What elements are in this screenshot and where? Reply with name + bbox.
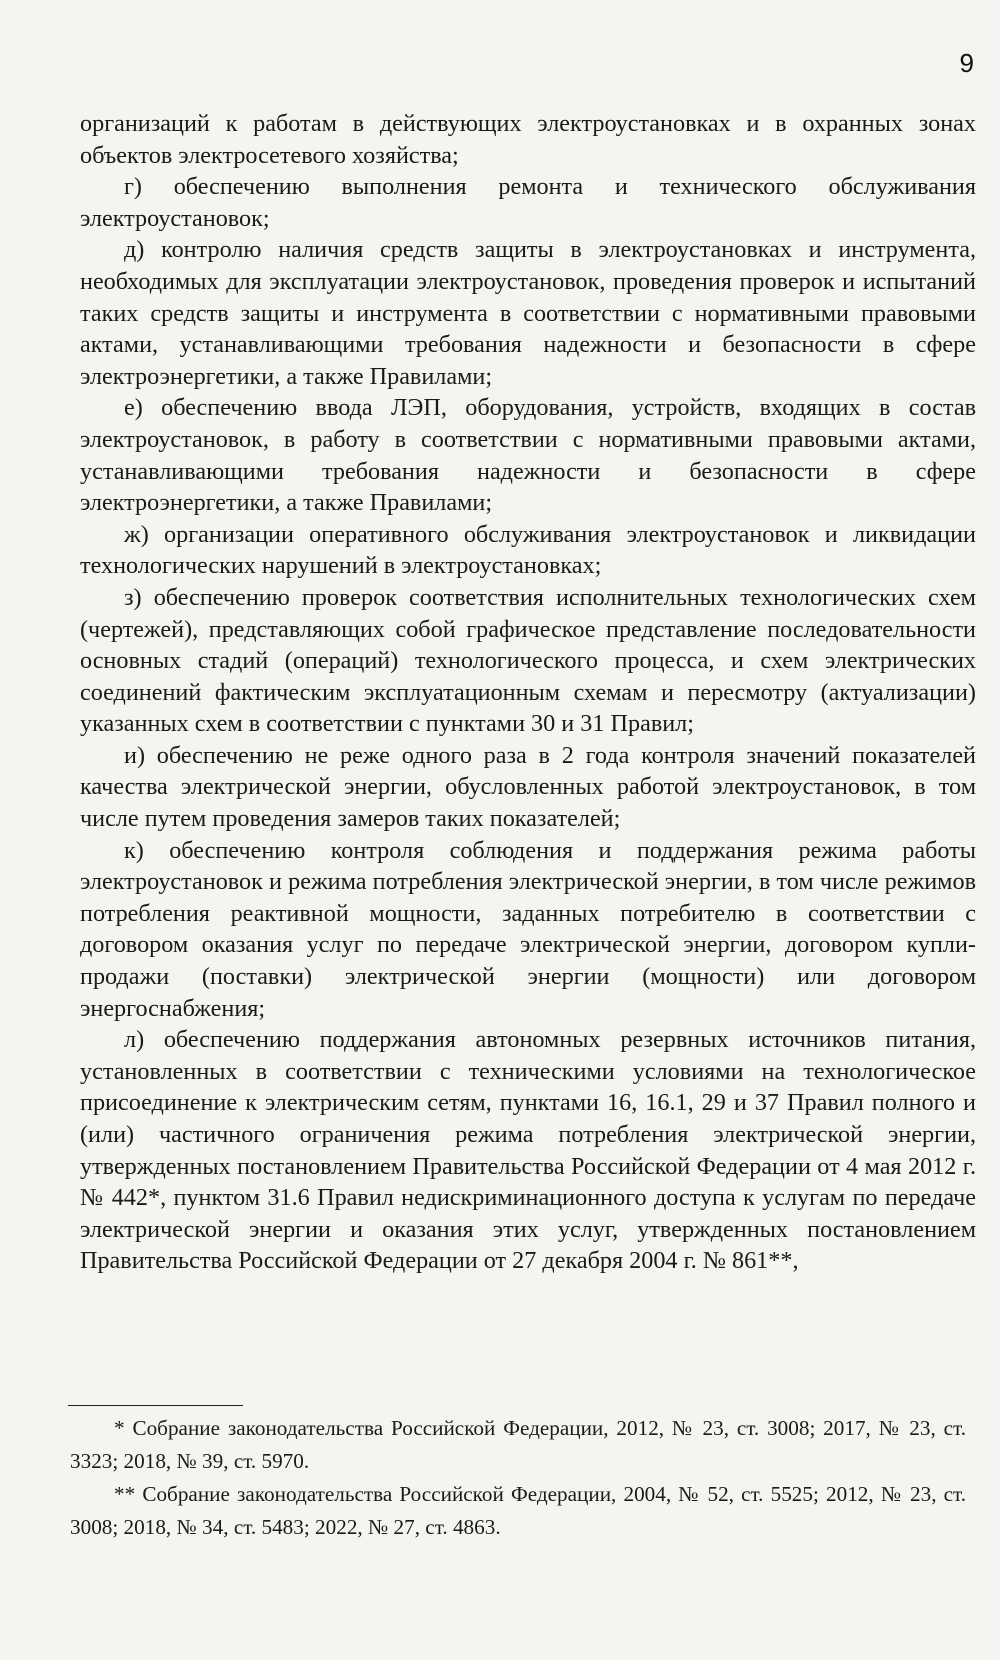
paragraph-intro: организаций к работам в действующих электроустановках и в охранных зонах объектов электросетевого хозяйства; [80,110,976,169]
main-text [80,108,976,1277]
paragraph-zh: ж) организации оперативного обслуживания электроустановок и ликвидации технологических нарушений в электроустановках; [80,520,976,580]
paragraph-z: з) обеспечению проверок соответствия исполнительных технологических схем (чертежей), представляющих собой графическое представление последовательности основных стадий (операций) технологического процесса, и схем электрических соединений фактическим эксплуатационным схемам и пересмотру (актуализации) указанных схем в соответствии с пунктами 30 и 31 Правил; [80,583,976,738]
page-number: 9 [959,48,974,78]
paragraph-e: е) обеспечению ввода ЛЭП, оборудования, устройств, входящих в состав электроустановок, в работу в соответствии с нормативными правовыми актами, устанавливающими требования надежности и безопасности в сфере электроэнергетики, а также Правилами; [80,394,976,517]
paragraph-i: и) обеспечению не реже одного раза в 2 года контроля значений показателей качества электрической энергии, обусловленных работой электроустановок, в том числе путем проведения замеров таких показателей; [80,741,976,833]
footnote-1: * Собрание законодательства Российской Федерации, 2012, № 23, ст. 3008; 2017, № 23, ст. 3323; 2018, № 39, ст. 5970. [70,1416,966,1473]
paragraph-k: к) обеспечению контроля соблюдения и поддержания режима работы электроустановок и режима потребления электрической энергии, в том числе режимов потребления реактивной мощности, заданных потребителю в соответствии с договором оказания услуг по передаче электрической энергии, договором купли-продажи (поставки) электрической энергии (мощности) или договором энергоснабжения; [80,836,976,1022]
footnote-divider [68,1405,243,1406]
footnote-2: ** Собрание законодательства Российской Федерации, 2004, № 52, ст. 5525; 2012, № 23, ст. 3008; 2018, № 34, ст. 5483; 2022, № 27, ст. 4863. [70,1482,966,1539]
paragraph-l: л) обеспечению поддержания автономных резервных источников питания, установленных в соответствии с техническими условиями на технологическое присоединение к электрическим сетям, пунктами 16, 16.1, 29 и 37 Правил полного и (или) частичного ограничения режима потребления электрической энергии, утвержденных постановлением Правительства Российской Федерации от 4 мая 2012 г. № 442*, пунктом 31.6 Правил недискриминационного доступа к услугам по передаче электрической энергии и оказания этих услуг, утвержденных постановлением Правительства Российской Федерации от 27 декабря 2004 г. № 861**, [80,1026,976,1275]
paragraph-d: д) контролю наличия средств защиты в электроустановках и инструмента, необходимых для эксплуатации электроустановок, проведения проверок и испытаний таких средств защиты и инструмента в соответствии с нормативными правовыми актами, устанавливающими требования надежности и безопасности в сфере электроэнергетики, а также Правилами; [80,236,976,390]
paragraph-g: г) обеспечению выполнения ремонта и технического обслуживания электроустановок; [80,173,976,232]
footnotes [70,1412,966,1544]
